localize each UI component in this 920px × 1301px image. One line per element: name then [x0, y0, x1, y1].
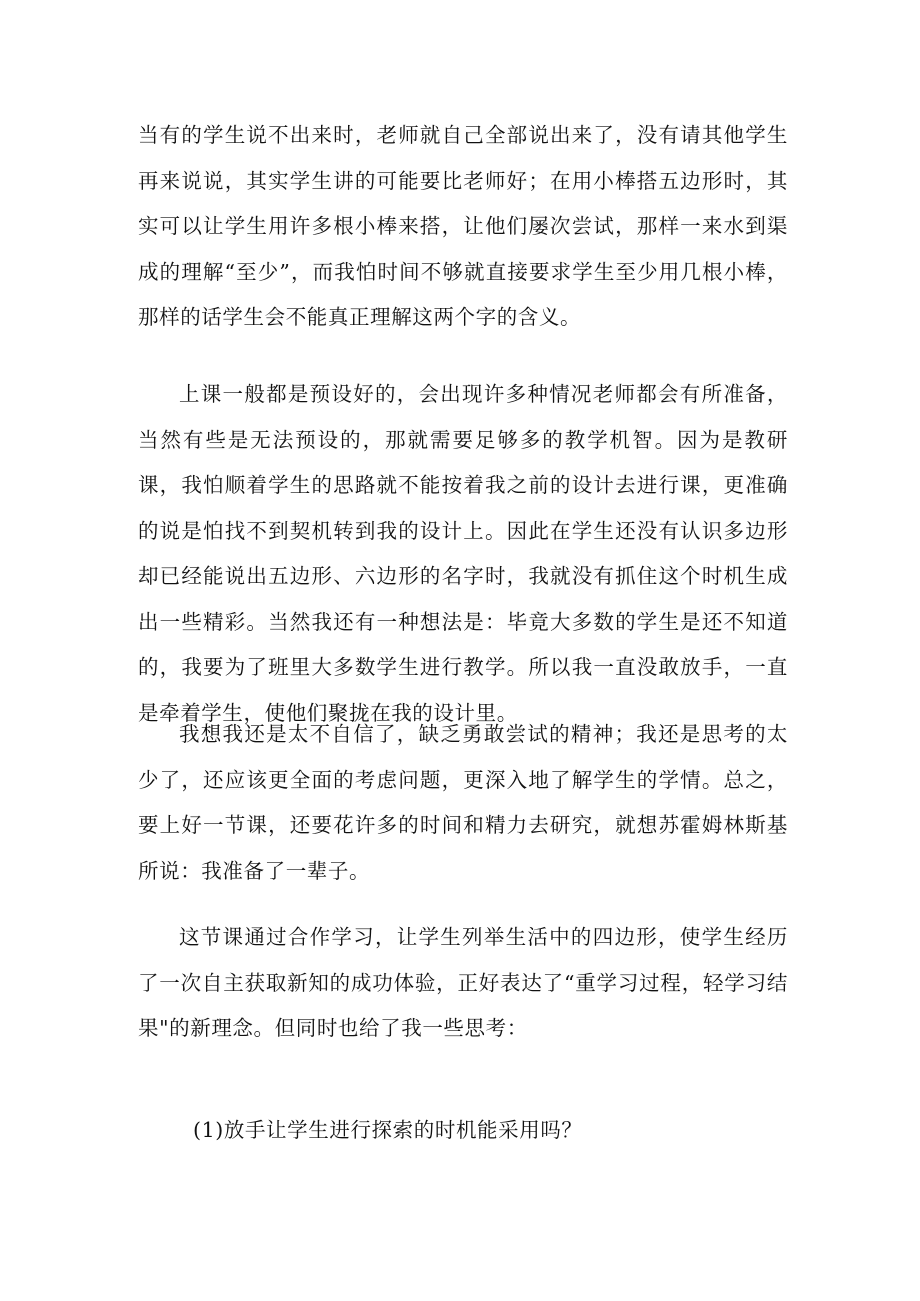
- question-item-1: (1)放手让学生进行探索的时机能采用吗？: [193, 1118, 583, 1142]
- paragraph-3: 我想我还是太不自信了，缺乏勇敢尝试的精神；我还是思考的太少了，还应该更全面的考虑问题，更深入地了解学生的学情。总之，要上好一节课，还要花许多的时间和精力去研究，就想苏霍姆林斯基所说：我准备了一辈子。: [138, 722, 788, 883]
- paragraph-4: 这节课通过合作学习，让学生列举生活中的四边形，使学生经历了一次自主获取新知的成功体验，正好表达了“重学习过程，轻学习结果"的新理念。但同时也给了我一些思考：: [138, 925, 788, 1040]
- paragraph-2: 上课一般都是预设好的，会出现许多种情况老师都会有所准备，当然有些是无法预设的，那就需要足够多的教学机智。因为是教研课，我怕顺着学生的思路就不能按着我之前的设计去进行课，更准确的说是怕找不到契机转到我的设计上。因此在学生还没有认识多边形却已经能说出五边形、六边形的名字时，我就没有抓住这个时机生成出一些精彩。当然我还有一种想法是：毕竟大多数的学生是还不知道的，我要为了班里大多数学生进行教学。所以我一直没敢放手，一直是牵着学生，使他们聚拢在我的设计里。: [138, 382, 788, 725]
- paragraph-1: 当有的学生说不出来时，老师就自己全部说出来了，没有请其他学生再来说说，其实学生讲的可能要比老师好；在用小棒搭五边形时，其实可以让学生用许多根小棒来搭，让他们屡次尝试，那样一来水到渠成的理解“至少”，而我怕时间不够就直接要求学生至少用几根小棒，那样的话学生会不能真正理解这两个字的含义。: [138, 123, 788, 329]
